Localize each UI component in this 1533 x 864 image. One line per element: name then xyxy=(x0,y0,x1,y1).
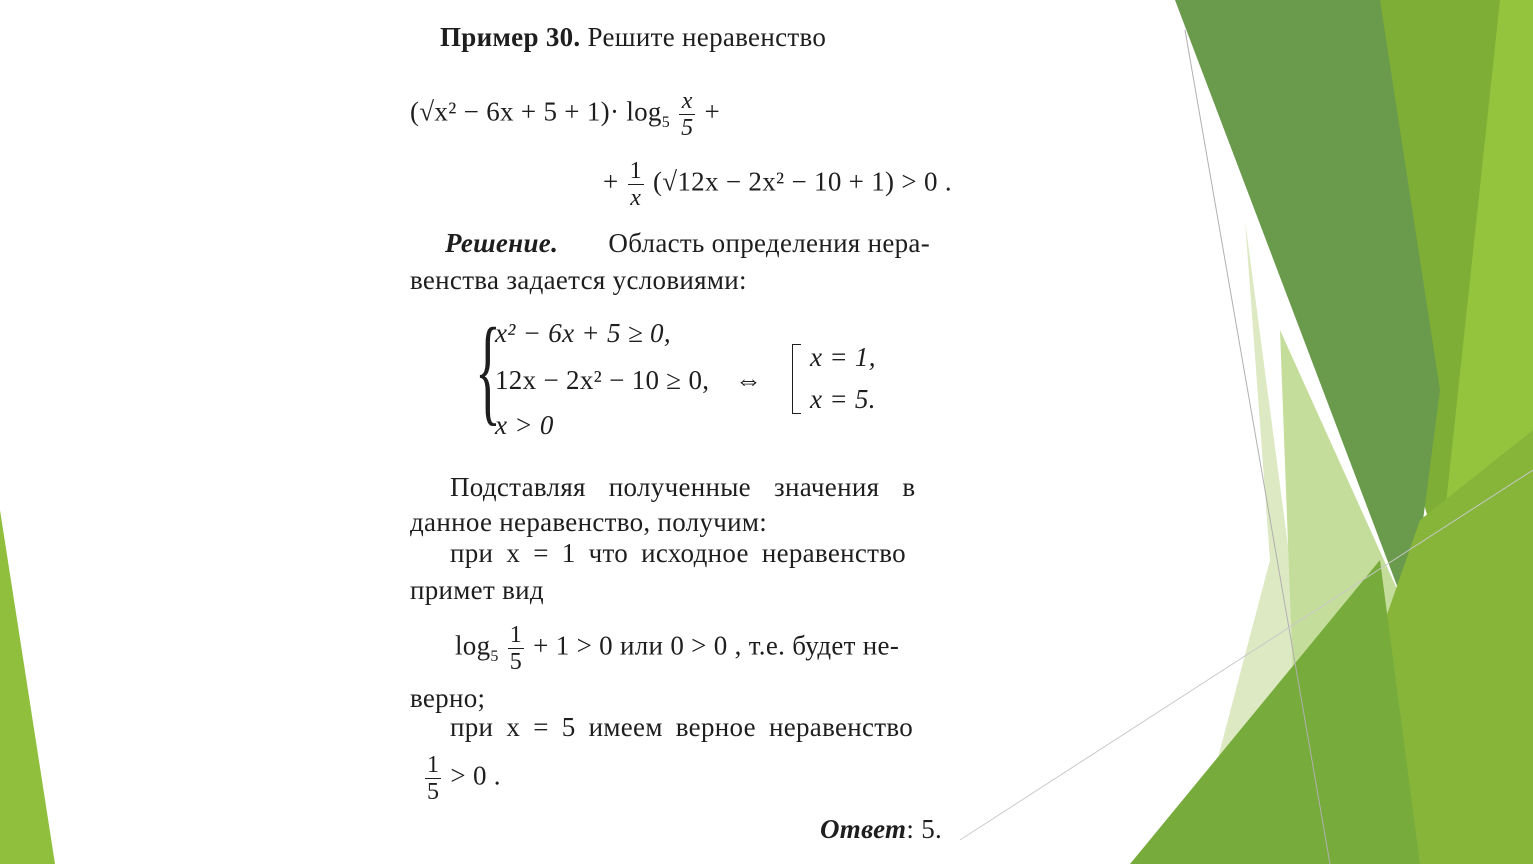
substitution-line-2: данное неравенство, получим: xyxy=(410,507,768,537)
log-base: 5 xyxy=(490,648,499,666)
problem-number: Пример 30. xyxy=(440,22,581,52)
solution-intro-line xyxy=(445,228,930,258)
answer-value: : 5. xyxy=(906,814,943,844)
case-x1-line-1: при x = 1 что исходное неравенство xyxy=(450,538,906,568)
problem-title xyxy=(440,22,826,52)
case-x5-inequality: > 0 . xyxy=(450,760,501,791)
fraction-1-over-x: $\frac{1}{x}$ xyxy=(629,158,642,211)
solution-text: Область определения нера- xyxy=(608,228,930,258)
plus-sign: + xyxy=(704,96,721,127)
fraction-1-over-5: $\frac{1}{5}$ xyxy=(427,752,440,805)
fraction-1-over-5: $\frac{1}{5}$ xyxy=(509,622,523,675)
answer-line xyxy=(820,814,942,844)
case-x1-line-3: верно; xyxy=(410,683,486,713)
fraction-x-over-5: $\frac{x}{5}$ xyxy=(681,88,694,141)
root-x-5: x = 5. xyxy=(810,384,876,414)
solution-intro-line-2: венства задается условиями: xyxy=(410,265,747,295)
plus-sign: + xyxy=(603,166,619,197)
problem-statement: Решите неравенство xyxy=(587,22,827,52)
substitution-line-1: Подставляя полученные значения в xyxy=(450,472,916,502)
inequality-line-1 xyxy=(410,88,720,141)
inequality-line-2 xyxy=(603,158,952,211)
log-text: log xyxy=(455,630,491,661)
case-x5-equation xyxy=(423,752,501,805)
answer-label: Ответ xyxy=(820,814,907,844)
equivalence-arrow: ⇔ xyxy=(735,365,763,395)
case-x5-line-1: при x = 5 имеем верное неравенство xyxy=(450,712,914,742)
root-x-1: x = 1, xyxy=(810,342,876,372)
inequality-sqrt-log-term: (√x² − 6x + 5 + 1)· log xyxy=(410,96,662,127)
left-green-triangle xyxy=(0,510,55,864)
solution-set-bracket xyxy=(792,344,801,414)
inequality-sqrt-term: (√12x − 2x² − 10 + 1) > 0 . xyxy=(652,166,952,197)
system-condition-2: 12x − 2x² − 10 ≥ 0, xyxy=(495,365,710,395)
log-base: 5 xyxy=(661,114,671,132)
system-condition-3: x > 0 xyxy=(495,410,554,440)
solution-label: Решение. xyxy=(445,228,559,258)
case-x1-equation xyxy=(455,622,899,675)
case-x1-line-2: примет вид xyxy=(410,575,544,605)
system-condition-1: x² − 6x + 5 ≥ 0, xyxy=(495,318,671,348)
case-x1-conclusion: + 1 > 0 или 0 > 0 , т.е. будет не- xyxy=(533,630,900,661)
scanned-textbook-page xyxy=(395,0,965,864)
system-brace: { xyxy=(475,303,501,436)
